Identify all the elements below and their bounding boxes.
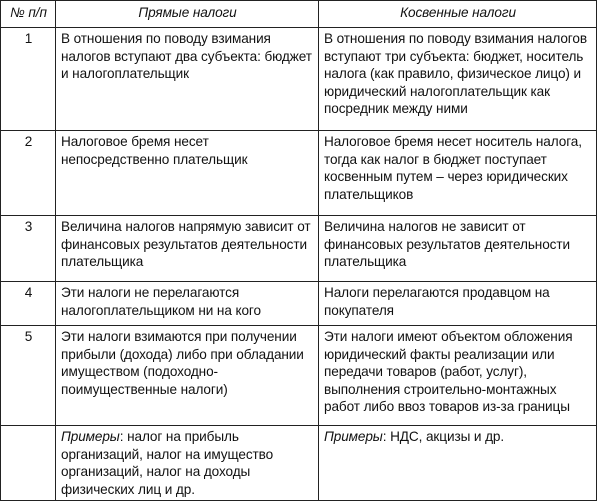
header-direct-taxes: Прямые налоги: [56, 1, 319, 28]
indirect-examples-cell: [319, 426, 597, 501]
table-row: [1, 216, 597, 282]
indirect-text: Эти налоги имеют объектом обложения юридический факты реализации или передачи товаров (работ, услуг), выполнения строительно-монтажных работ либо ввоз товаров из-за границы: [324, 329, 573, 414]
indirect-text: В отношения по поводу взимания налогов вступают три субъекта: бюджет, носитель налога (как правило, физическое лицо) и юридический налогоплательщик как посредник между ними: [324, 31, 587, 116]
direct-cell: [56, 326, 319, 426]
table-header-row: [1, 1, 597, 28]
indirect-cell: [319, 28, 597, 131]
direct-cell: [56, 216, 319, 282]
indirect-cell: [319, 131, 597, 216]
examples-label: Примеры: [61, 429, 120, 444]
examples-row: [1, 426, 597, 501]
indirect-examples: [324, 428, 592, 446]
table-row: [1, 282, 597, 326]
direct-text: Налоговое бремя несет непосредственно плательщик: [61, 134, 248, 167]
direct-text: Величина налогов напрямую зависит от финансовых результатов деятельности плательщика: [61, 219, 311, 269]
header-number: № п/п: [1, 1, 56, 28]
row-number: 1: [1, 28, 56, 131]
table-row: [1, 28, 597, 131]
row-number: 2: [1, 131, 56, 216]
row-number: 3: [1, 216, 56, 282]
direct-cell: [56, 282, 319, 326]
direct-examples: [61, 428, 314, 498]
indirect-cell: [319, 326, 597, 426]
indirect-text: Величина налогов не зависит от финансовых результатов деятельности плательщика: [324, 219, 570, 269]
direct-text: Эти налоги не перелагаются налогоплательщиком ни на кого: [61, 285, 261, 318]
indirect-cell: [319, 282, 597, 326]
direct-examples-cell: [56, 426, 319, 501]
indirect-cell: [319, 216, 597, 282]
row-number: 5: [1, 326, 56, 426]
indirect-examples-text: : НДС, акцизы и др.: [382, 429, 505, 444]
direct-text: Эти налоги взимаются при получении прибыли (дохода) либо при обладании имуществом (подоходно-поимущественные налоги): [61, 329, 304, 397]
direct-cell: [56, 28, 319, 131]
row-number: 4: [1, 282, 56, 326]
indirect-text: Налоги перелагаются продавцом на покупателя: [324, 285, 550, 318]
table-row: [1, 326, 597, 426]
direct-text: В отношения по поводу взимания налогов вступают два субъекта: бюджет и налогоплательщик: [61, 31, 312, 81]
examples-label: Примеры: [324, 429, 383, 444]
indirect-text: Налоговое бремя несет носитель налога, тогда как налог в бюджет поступает косвенным путем – через юридических плательщиков: [324, 134, 582, 202]
table-row: [1, 131, 597, 216]
header-indirect-taxes: Косвенные налоги: [319, 1, 597, 28]
direct-examples-text: : налог на прибыль организаций, налог на имущество организаций, налог на доходы физических лиц и др.: [61, 429, 274, 497]
examples-number-cell: [1, 426, 56, 501]
direct-cell: [56, 131, 319, 216]
